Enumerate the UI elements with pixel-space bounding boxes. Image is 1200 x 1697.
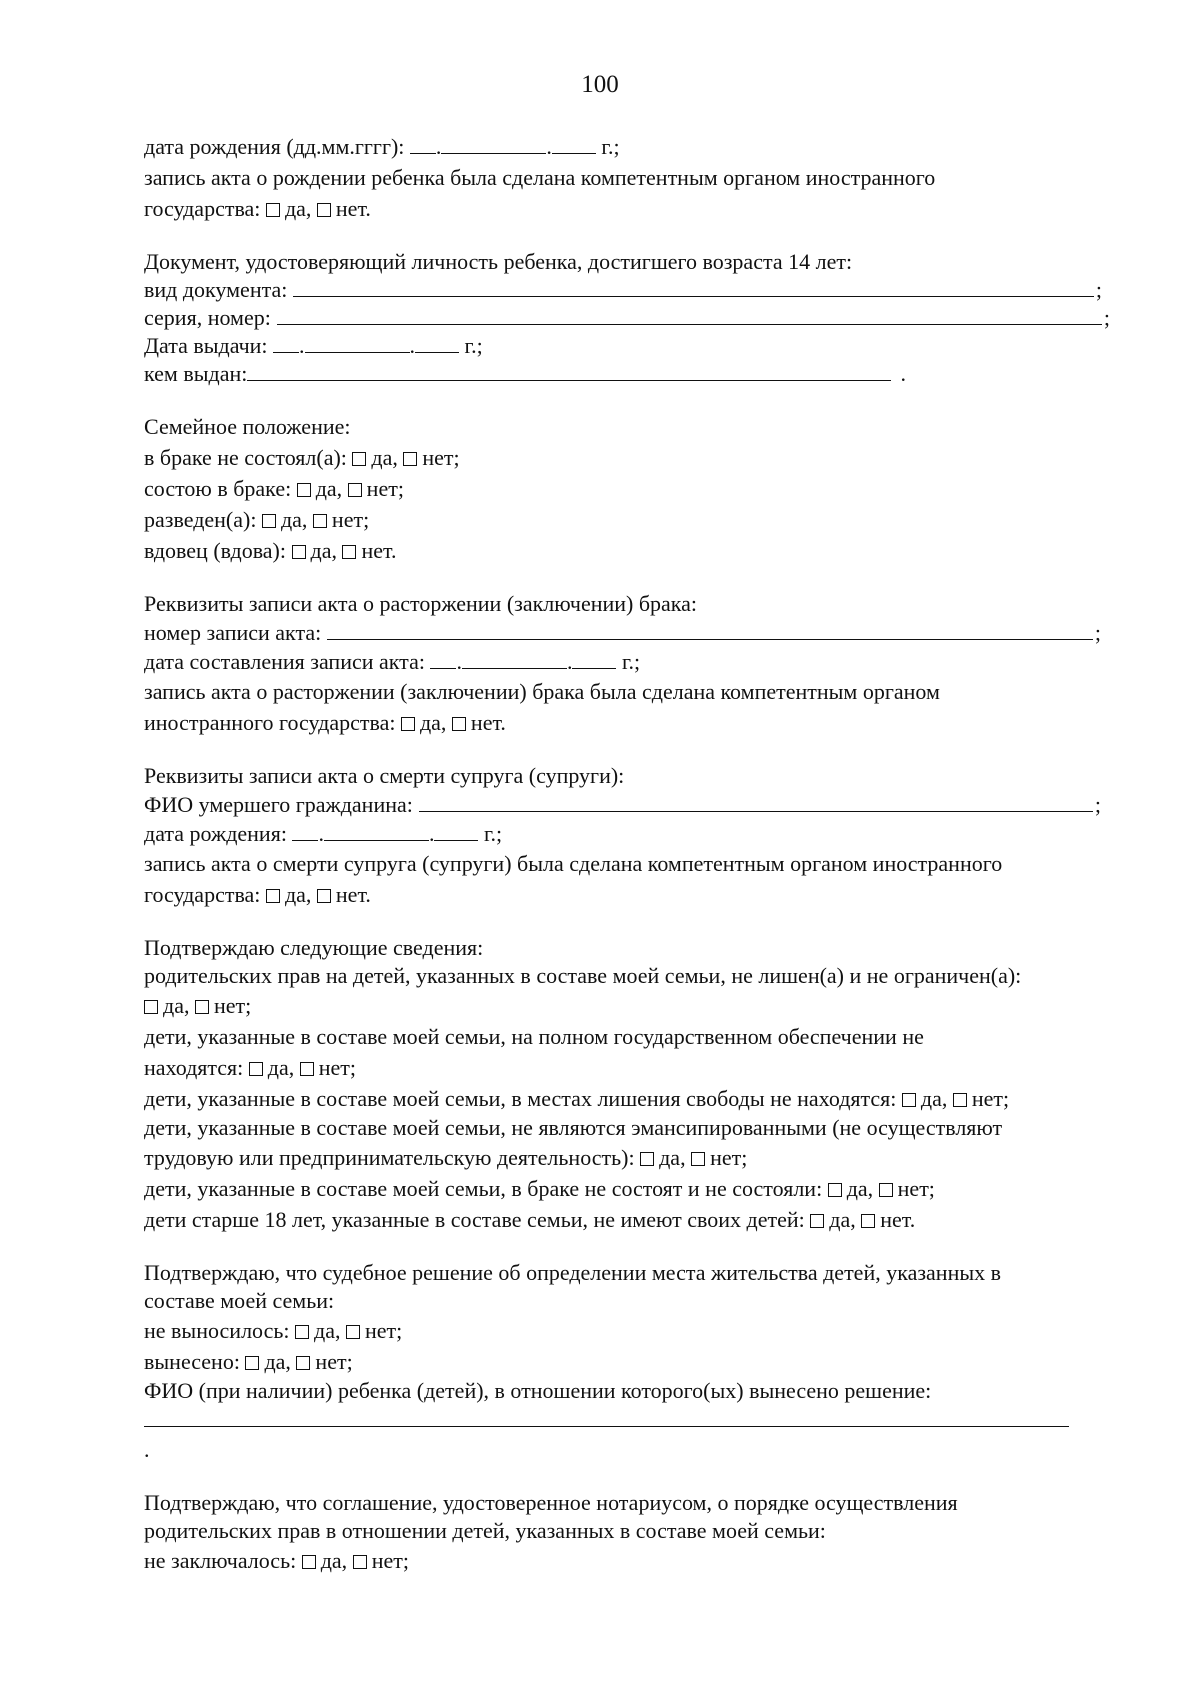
confirm-heading: Подтверждаю следующие сведения: (144, 935, 484, 960)
death-record-section (144, 762, 1124, 910)
birth-year-field[interactable] (552, 132, 596, 154)
deceased-fio-row: ФИО умершего гражданина: ; (144, 792, 1101, 817)
death-foreign-options: государства: да, нет. (144, 882, 371, 907)
yes-checkbox[interactable] (640, 1152, 654, 1166)
no-checkbox[interactable] (348, 483, 362, 497)
issue-day-field[interactable] (273, 331, 299, 353)
issued-by-label: кем выдан: (144, 361, 248, 386)
notary-agreement-section: Подтверждаю, что соглашение, удостоверенное нотариусом, о порядке осуществления родительских прав в отношении детей, указанных в составе моей семьи: не заключалось: да, нет; (144, 1490, 958, 1573)
record-day-field[interactable] (430, 647, 456, 669)
birth-date-row: дата рождения (дд.мм.гггг): . . г.; (144, 134, 620, 159)
issue-year-field[interactable] (415, 331, 459, 353)
foreign-birth-text: запись акта о рождении ребенка была сделана компетентным органом иностранного (144, 165, 936, 190)
marital-option-row: в браке не состоял(а): да, нет; (144, 445, 460, 470)
divorce-record-section (144, 590, 1124, 738)
deceased-fio-field[interactable] (419, 790, 1093, 812)
deceased-fio-label: ФИО умершего гражданина: (144, 792, 413, 817)
yes-label: да, (284, 196, 312, 221)
yes-checkbox[interactable] (262, 514, 276, 528)
yes-checkbox[interactable] (401, 717, 415, 731)
series-number-field[interactable] (277, 303, 1102, 325)
no-checkbox[interactable] (953, 1093, 967, 1107)
page-number: 100 (581, 71, 619, 98)
issued-by-row: кем выдан: . (144, 361, 906, 386)
no-checkbox[interactable] (317, 203, 331, 217)
marital-option-row: вдовец (вдова): да, нет. (144, 538, 397, 563)
no-checkbox[interactable] (879, 1183, 893, 1197)
issue-month-field[interactable] (305, 331, 410, 353)
divorce-foreign-text: запись акта о расторжении (заключении) брака была сделана компетентным органом (144, 679, 940, 704)
marital-status-section (144, 411, 1124, 566)
yes-checkbox[interactable] (144, 1000, 158, 1014)
doc-type-row: вид документа: ; (144, 277, 1102, 302)
yes-checkbox[interactable] (302, 1555, 316, 1569)
record-date-label: дата составления записи акта: (144, 649, 425, 674)
divorce-foreign-options: иностранного государства: да, нет. (144, 710, 506, 735)
marital-heading: Семейное положение: (144, 414, 351, 439)
yes-checkbox[interactable] (352, 452, 366, 466)
child-birth-section (144, 131, 1124, 224)
deceased-birth-row: дата рождения: . . г.; (144, 821, 503, 846)
record-month-field[interactable] (462, 647, 567, 669)
deceased-month-field[interactable] (324, 819, 429, 841)
divorce-heading: Реквизиты записи акта о расторжении (заключении) брака: (144, 591, 698, 616)
issued-by-field[interactable] (247, 359, 890, 381)
deceased-day-field[interactable] (292, 819, 318, 841)
record-number-label: номер записи акта: (144, 620, 322, 645)
record-year-field[interactable] (572, 647, 616, 669)
foreign-birth-label: государства: (144, 196, 261, 221)
yes-checkbox[interactable] (292, 545, 306, 559)
no-checkbox[interactable] (403, 452, 417, 466)
no-checkbox[interactable] (296, 1356, 310, 1370)
no-checkbox[interactable] (452, 717, 466, 731)
no-checkbox[interactable] (300, 1062, 314, 1076)
record-number-field[interactable] (327, 618, 1093, 640)
record-number-row: номер записи акта: ; (144, 620, 1101, 645)
yes-checkbox[interactable] (266, 889, 280, 903)
marital-option-row: состою в браке: да, нет; (144, 476, 404, 501)
id-heading: Документ, удостоверяющий личность ребенка, достигшего возраста 14 лет: (144, 249, 853, 274)
birth-month-field[interactable] (441, 132, 546, 154)
child-fio-row: . (144, 1405, 1074, 1465)
form-content (144, 131, 1124, 1600)
no-checkbox[interactable] (313, 514, 327, 528)
yes-checkbox[interactable] (295, 1325, 309, 1339)
no-checkbox[interactable] (317, 889, 331, 903)
no-checkbox[interactable] (353, 1555, 367, 1569)
yes-checkbox[interactable] (810, 1214, 824, 1228)
issue-date-row: Дата выдачи: . . г.; (144, 333, 483, 358)
date-suffix: г.; (601, 134, 620, 159)
yes-checkbox[interactable] (902, 1093, 916, 1107)
doc-type-label: вид документа: (144, 277, 288, 302)
confirmations-section: Подтверждаю следующие сведения: родительских прав на детей, указанных в составе моей семьи, не лишен(а) и не ограничен(а): да, нет; дети, указанные в составе моей семьи, на полном государственном обеспечении не находятся: да, нет; дети, указанные в составе моей семьи, в местах лишения свободы не находятся: да, нет; дети, указанные в составе моей семьи, не являются эмансипированными (не осуществляют трудовую или предпринимательскую деятельность): да, нет; дети, указанные в составе моей семьи, в браке не состоят и не состояли: да, нет; дети старше 18 лет, указанные в составе семьи, не имеют своих детей: да, нет. (144, 934, 1124, 1235)
no-checkbox[interactable] (691, 1152, 705, 1166)
death-heading: Реквизиты записи акта о смерти супруга (супруги): (144, 763, 625, 788)
record-date-row: дата составления записи акта: . . г.; (144, 649, 641, 674)
birth-day-field[interactable] (410, 132, 436, 154)
foreign-birth-options (144, 193, 1124, 224)
no-label: нет. (335, 196, 371, 221)
no-checkbox[interactable] (346, 1325, 360, 1339)
series-number-label: серия, номер: (144, 305, 271, 330)
yes-checkbox[interactable] (249, 1062, 263, 1076)
marital-option-row: разведен(а): да, нет; (144, 507, 370, 532)
doc-type-field[interactable] (293, 275, 1094, 297)
court-decision-section: Подтверждаю, что судебное решение об определении места жительства детей, указанных в составе моей семьи: не выносилось: да, нет; вынесено: да, нет; ФИО (при наличии) ребенка (детей), в отношении которого(ых) вынесено решение: . (144, 1259, 1124, 1465)
deceased-year-field[interactable] (434, 819, 478, 841)
birth-date-label: дата рождения (дд.мм.гггг): (144, 134, 405, 159)
no-checkbox[interactable] (195, 1000, 209, 1014)
series-number-row: серия, номер: ; (144, 305, 1110, 330)
yes-checkbox[interactable] (828, 1183, 842, 1197)
yes-checkbox[interactable] (297, 483, 311, 497)
yes-checkbox[interactable] (266, 203, 280, 217)
issue-date-label: Дата выдачи: (144, 333, 268, 358)
death-foreign-text: запись акта о смерти супруга (супруги) была сделана компетентным органом иностранного (144, 851, 1003, 876)
child-fio-field[interactable] (144, 1405, 1069, 1427)
no-checkbox[interactable] (342, 545, 356, 559)
yes-checkbox[interactable] (245, 1356, 259, 1370)
no-checkbox[interactable] (861, 1214, 875, 1228)
child-id-section (144, 248, 1124, 387)
